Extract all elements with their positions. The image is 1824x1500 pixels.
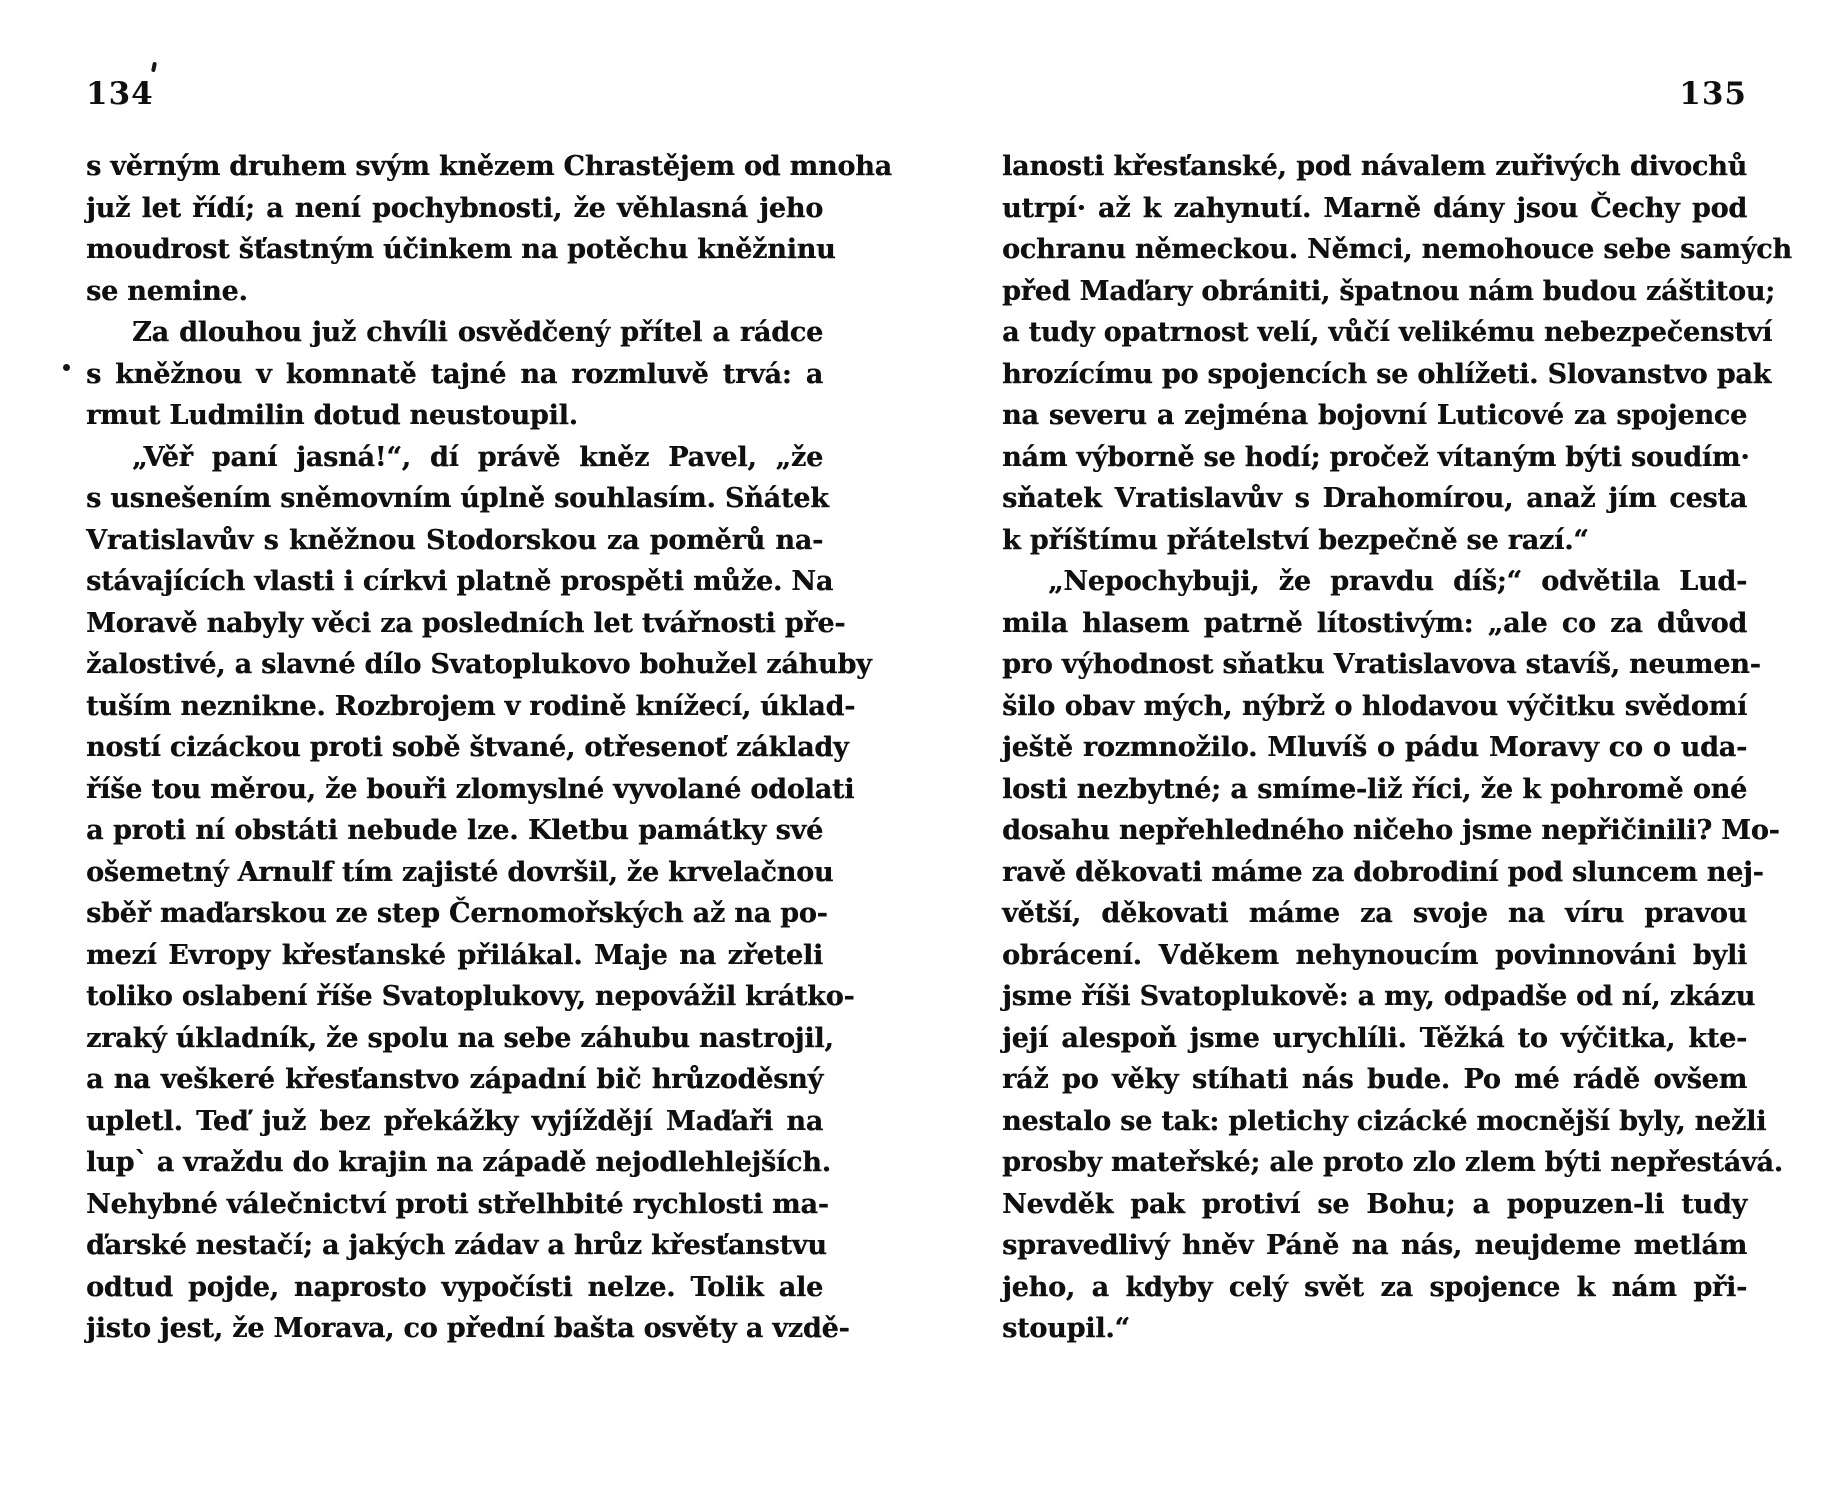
text-line: Moravě nabyly věci za posledních let tvářnosti pře- [86, 607, 846, 639]
text-line: „Věř paní jasná!“, dí právě kněz Pavel, „že [132, 441, 823, 473]
left-page-text [86, 146, 892, 1350]
text-line: spravedlivý hněv Páně na nás, neujdeme metlám [1002, 1230, 1747, 1261]
text-line: ošemetný Arnulf tím zajisté dovršil, že krvelačnou [86, 856, 834, 888]
text-line: odtud pojde, naprosto vypočísti nelze. Tolik ale [86, 1271, 823, 1303]
text-line: tuším neznikne. Rozbrojem v rodině knížecí, úklad- [86, 690, 856, 722]
text-line: s věrným druhem svým knězem Chrastějem od mnoha [86, 151, 892, 182]
text-line: pro výhodnost sňatku Vratislavova stavíš, neumen- [1002, 649, 1761, 680]
text-line: ravě děkovati máme za dobrodiní pod sluncem nej- [1002, 856, 1764, 888]
text-line: ještě rozmnožilo. Mluvíš o pádu Moravy co o uda- [1002, 732, 1747, 763]
text-line: jisto jest, že Morava, co přední bašta osvěty a vzdě- [86, 1313, 850, 1344]
text-line: na severu a zejména bojovní Luticové za spojence [1002, 400, 1747, 431]
text-line: před Maďary obrániti, špatnou nám budou záštitou; [1002, 275, 1775, 307]
text-line: šilo obav mých, nýbrž o hlodavou výčitku svědomí [1002, 690, 1747, 722]
text-line: ností cizáckou proti sobě štvané, otřesenoť základy [86, 732, 849, 763]
text-line: jsme říši Svatoplukově: a my, odpadše od ní, zkázu [1002, 981, 1756, 1012]
text-line: rmut Ludmilin dotud neustoupil. [86, 400, 578, 431]
text-line: k příštímu přátelství bezpečně se razí.“ [1002, 524, 1589, 556]
text-line: s kněžnou v komnatě tajné na rozmluvě trvá: a [86, 358, 823, 390]
text-line: její alespoň jsme urychlíli. Těžká to výčitka, kte- [1002, 1022, 1747, 1054]
text-line: větší, děkovati máme za svoje na víru pravou [1002, 898, 1747, 929]
text-line: toliko oslabení říše Svatoplukovy, nepovážil krátko- [86, 981, 855, 1012]
text-line: nestalo se tak: pletichy cizácké mocnější byly, nežli [1002, 1105, 1767, 1137]
text-line: stávajících vlasti i církvi platně prospěti může. Na [86, 566, 834, 597]
text-line: ráž po věky stíhati nás bude. Po mé rádě ovšem [1002, 1064, 1747, 1095]
text-line: lanosti křesťanské, pod návalem zuřivých divochů [1002, 151, 1747, 182]
scan-speck [151, 62, 157, 73]
text-line: ochranu německou. Němci, nemohouce sebe samých [1002, 234, 1792, 265]
text-line: moudrost šťastným účinkem na potěchu kněžninu [86, 234, 836, 265]
text-line: hrozícímu po spojencích se ohlížeti. Slovanstvo pak [1002, 358, 1772, 390]
scan-speck [63, 364, 70, 371]
text-line: Nevděk pak protiví se Bohu; a popuzen-li tudy [1002, 1188, 1747, 1220]
text-line: žalostivé, a slavné dílo Svatoplukovo bohužel záhuby [86, 649, 872, 680]
page-number-left: 134 [86, 76, 154, 112]
text-line: zraký úkladník, že spolu na sebe záhubu nastrojil, [86, 1022, 834, 1054]
text-line: lup` a vraždu do krajin na západě nejodlehlejších. [86, 1147, 831, 1178]
text-line: jeho, a kdyby celý svět za spojence k nám při- [1002, 1271, 1747, 1303]
text-line: prosby mateřské; ale proto zlo zlem býti nepřestává. [1002, 1147, 1783, 1178]
text-line: nám výborně se hodí; pročež vítaným býti soudím· [1002, 441, 1750, 473]
text-line: a na veškeré křesťanstvo západní bič hrůzoděsný [86, 1064, 823, 1095]
text-line: upletl. Teď juž bez překážky vyjíždějí Maďaři na [86, 1105, 823, 1137]
text-line: stoupil.“ [1002, 1313, 1130, 1344]
text-line: ďarské nestačí; a jakých zádav a hrůz křesťanstvu [86, 1230, 827, 1261]
text-line: mila hlasem patrně lítostivým: „ale co za důvod [1002, 607, 1747, 639]
text-line: sběř maďarskou ze step Černomořských až na po- [86, 898, 828, 929]
text-line: mezí Evropy křesťanské přilákal. Maje na zřeteli [86, 939, 823, 971]
text-line: obrácení. Vděkem nehynoucím povinnováni byli [1002, 939, 1747, 971]
text-line: sňatek Vratislavův s Drahomírou, anaž jím cesta [1002, 483, 1747, 514]
text-line: „Nepochybuji, že pravdu díš;“ odvětila Lud- [1048, 566, 1747, 597]
text-line: a tudy opatrnost velí, vůčí velikému nebezpečenství [1002, 317, 1773, 348]
text-line: utrpí· až k zahynutí. Marně dány jsou Čechy pod [1002, 192, 1747, 224]
text-line: říše tou měrou, že bouři zlomyslné vyvolané odolati [86, 773, 855, 805]
text-line: s usnešením sněmovním úplně souhlasím. Sňátek [86, 483, 829, 514]
page-number-right: 135 [1679, 76, 1747, 112]
text-line: Za dlouhou juž chvíli osvědčený přítel a rádce [132, 317, 823, 348]
text-line: dosahu nepřehledného ničeho jsme nepřičinili? Mo- [1002, 815, 1780, 846]
text-line: Nehybné válečnictví proti střelhbité rychlosti ma- [86, 1188, 829, 1220]
text-line: losti nezbytné; a smíme-liž říci, že k pohromě oné [1002, 773, 1747, 805]
right-page-text [1002, 146, 1792, 1350]
text-line: juž let řídí; a není pochybnosti, že věhlasná jeho [86, 192, 823, 224]
text-line: a proti ní obstáti nebude lze. Kletbu památky své [86, 815, 823, 846]
text-line: Vratislavův s kněžnou Stodorskou za poměrů na- [86, 524, 823, 556]
text-line: se nemine. [86, 275, 248, 307]
